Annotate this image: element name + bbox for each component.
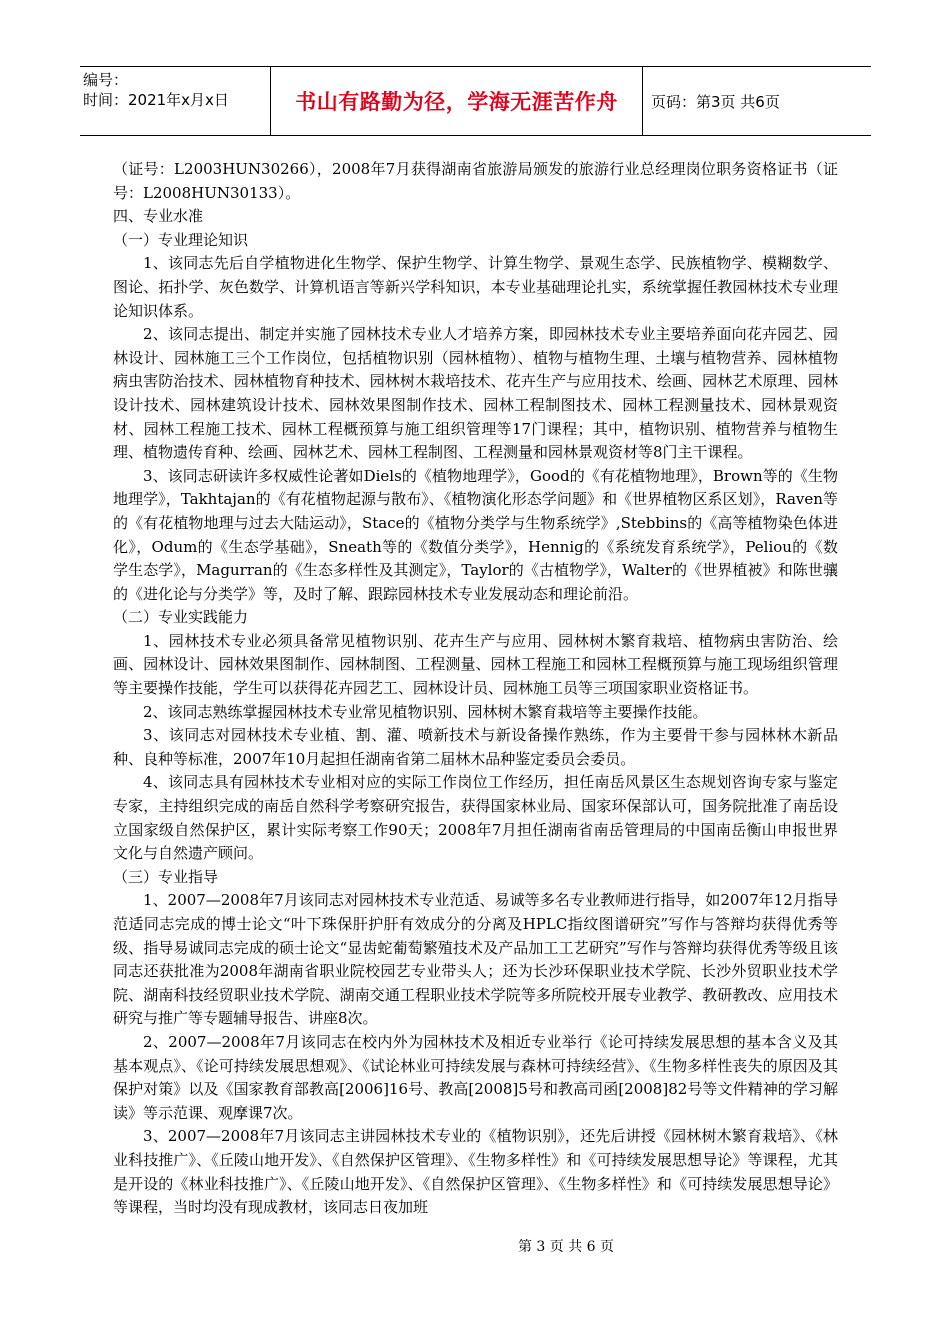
header-motto: 书山有路勤为径，学海无涯苦作舟 bbox=[295, 90, 618, 114]
section-heading: （证号：L2003HUN30266），2008年7月获得湖南省旅游局颁发的旅游行业总经理岗位职务资格证书（证号：L2008HUN30133）。 bbox=[113, 160, 838, 202]
body-paragraph: 2、该同志熟练掌握园林技术专业常见植物识别、园林树木繁育栽培等主要操作技能。 bbox=[143, 702, 708, 721]
header-page-number: 页码：第3页 共6页 bbox=[651, 92, 780, 111]
body-paragraph: 3、2007—2008年7月该同志主讲园林技术专业的《植物识别》，还先后讲授《园林树木繁育栽培》、《林业科技推广》、《丘陵山地开发》、《自然保护区管理》、《生物多样性》和《可持续发展思想导论》等课程，尤其是开设的《林业科技推广》、《丘陵山地开发》、《自然保护区管理》、《生物多样性》和《可持续发展思想导论》等课程，当时均没有现成教材，该同志日夜加班 bbox=[113, 1127, 838, 1217]
section-heading: （二）专业实践能力 bbox=[113, 608, 249, 627]
body-paragraph: 1、该同志先后自学植物进化生物学、保护生物学、计算生物学、景观生态学、民族植物学、模糊数学、图论、拓扑学、灰色数学、计算机语言等新兴学科知识，本专业基础理论扎实，系统掌握任教园林技术专业理论知识体系。 bbox=[113, 254, 838, 320]
document-body bbox=[113, 158, 838, 1220]
header-page-cell bbox=[643, 67, 871, 135]
document-date: 时间：2021年x月x日 bbox=[83, 91, 229, 109]
header-motto-cell bbox=[271, 67, 643, 135]
body-paragraph: 2、2007—2008年7月该同志在校内外为园林技术及相近专业举行《论可持续发展思想的基本含义及其基本观点》、《论可持续发展思想观》、《试论林业可持续发展与森林可持续经营》、《生物多样性丧失的原因及其保护对策》以及《国家教育部教高[2006]16号、教高[2008]5号和教高司函[2008]82号等文件精神的学习解读》等示范课、观摩课7次。 bbox=[113, 1032, 838, 1122]
body-paragraph: 1、2007—2008年7月该同志对园林技术专业范适、易诚等多名专业教师进行指导，如2007年12月指导范适同志完成的博士论文“叶下珠保肝护肝有效成分的分离及HPLC指纹图谱研究”写作与答辩均获得优秀等级、指导易诚同志完成的硕士论文“显齿蛇葡萄繁殖技术及产品加工工艺研究”写作与答辩均获得优秀等级且该同志还获批准为2008年湖南省职业院校园艺专业带头人；还为长沙环保职业技术学院、长沙外贸职业技术学院、湖南科技经贸职业技术学院、湖南交通工程职业技术学院等多所院校开展专业教学、教研教改、应用技术研究与推广等专题辅导报告、讲座8次。 bbox=[113, 891, 838, 1028]
section-heading: （一）专业理论知识 bbox=[113, 230, 249, 249]
section-heading: 四、专业水准 bbox=[113, 207, 204, 226]
page-header bbox=[80, 66, 871, 136]
body-paragraph: 4、该同志具有园林技术专业相对应的实际工作岗位工作经历，担任南岳风景区生态规划咨询专家与鉴定专家，主持组织完成的南岳自然科学考察研究报告，获得国家林业局、国家环保部认可，国务院批准了南岳设立国家级自然保护区，累计实际考察工作90天；2008年7月担任湖南省南岳管理局的中国南岳衡山申报世界文化与自然遗产顾问。 bbox=[113, 773, 838, 863]
footer-page-number: 第 3 页 共 6 页 bbox=[517, 1239, 615, 1255]
section-heading: （三）专业指导 bbox=[113, 867, 219, 886]
header-meta bbox=[80, 67, 271, 135]
page-footer bbox=[0, 1236, 950, 1256]
body-paragraph: 2、该同志提出、制定并实施了园林技术专业人才培养方案，即园林技术专业主要培养面向花卉园艺、园林设计、园林施工三个工作岗位，包括植物识别（园林植物）、植物与植物生理、土壤与植物营养、园林植物病虫害防治技术、园林植物育种技术、园林树木栽培技术、花卉生产与应用技术、绘画、园林艺术原理、园林设计技术、园林建筑设计技术、园林效果图制作技术、园林工程制图技术、园林工程测量技术、园林景观资材、园林工程施工技术、园林工程概预算与施工组织管理等17门课程；其中，植物识别、植物营养与植物生理、植物遗传育种、绘画、园林艺术、园林工程制图、工程测量和园林景观资材等8门主干课程。 bbox=[113, 325, 838, 462]
body-paragraph: 3、该同志对园林技术专业植、割、灌、喷新技术与新设备操作熟练，作为主要骨干参与园林林木新品种、良种等标准，2007年10月起担任湖南省第二届林木品种鉴定委员会委员。 bbox=[113, 726, 838, 768]
document-number-label: 编号： bbox=[83, 71, 129, 89]
body-paragraph: 3、该同志研读许多权威性论著如Diels的《植物地理学》，Good的《有花植物地理》，Brown等的《生物地理学》，Takhtajan的《有花植物起源与散布》、《植物演化形态学问题》和《世界植物区系区划》，Raven等的《有花植物地理与过去大陆运动》，Stace的《植物分类学与生物系统学》,Stebbins的《高等植物染色体进化》，Odum的《生态学基础》，Sneath等的《数值分类学》，Hennig的《系统发育系统学》，Peliou的《数学生态学》，Magurran的《生态多样性及其测定》，Taylor的《古植物学》，Walter的《世界植被》和陈世骧的《进化论与分类学》等，及时了解、跟踪园林技术专业发展动态和理论前沿。 bbox=[113, 466, 838, 603]
body-paragraph: 1、园林技术专业必须具备常见植物识别、花卉生产与应用、园林树木繁育栽培、植物病虫害防治、绘画、园林设计、园林效果图制作、园林制图、工程测量、园林工程施工和园林工程概预算与施工现场组织管理等主要操作技能，学生可以获得花卉园艺工、园林设计员、园林施工员等三项国家职业资格证书。 bbox=[113, 631, 838, 698]
